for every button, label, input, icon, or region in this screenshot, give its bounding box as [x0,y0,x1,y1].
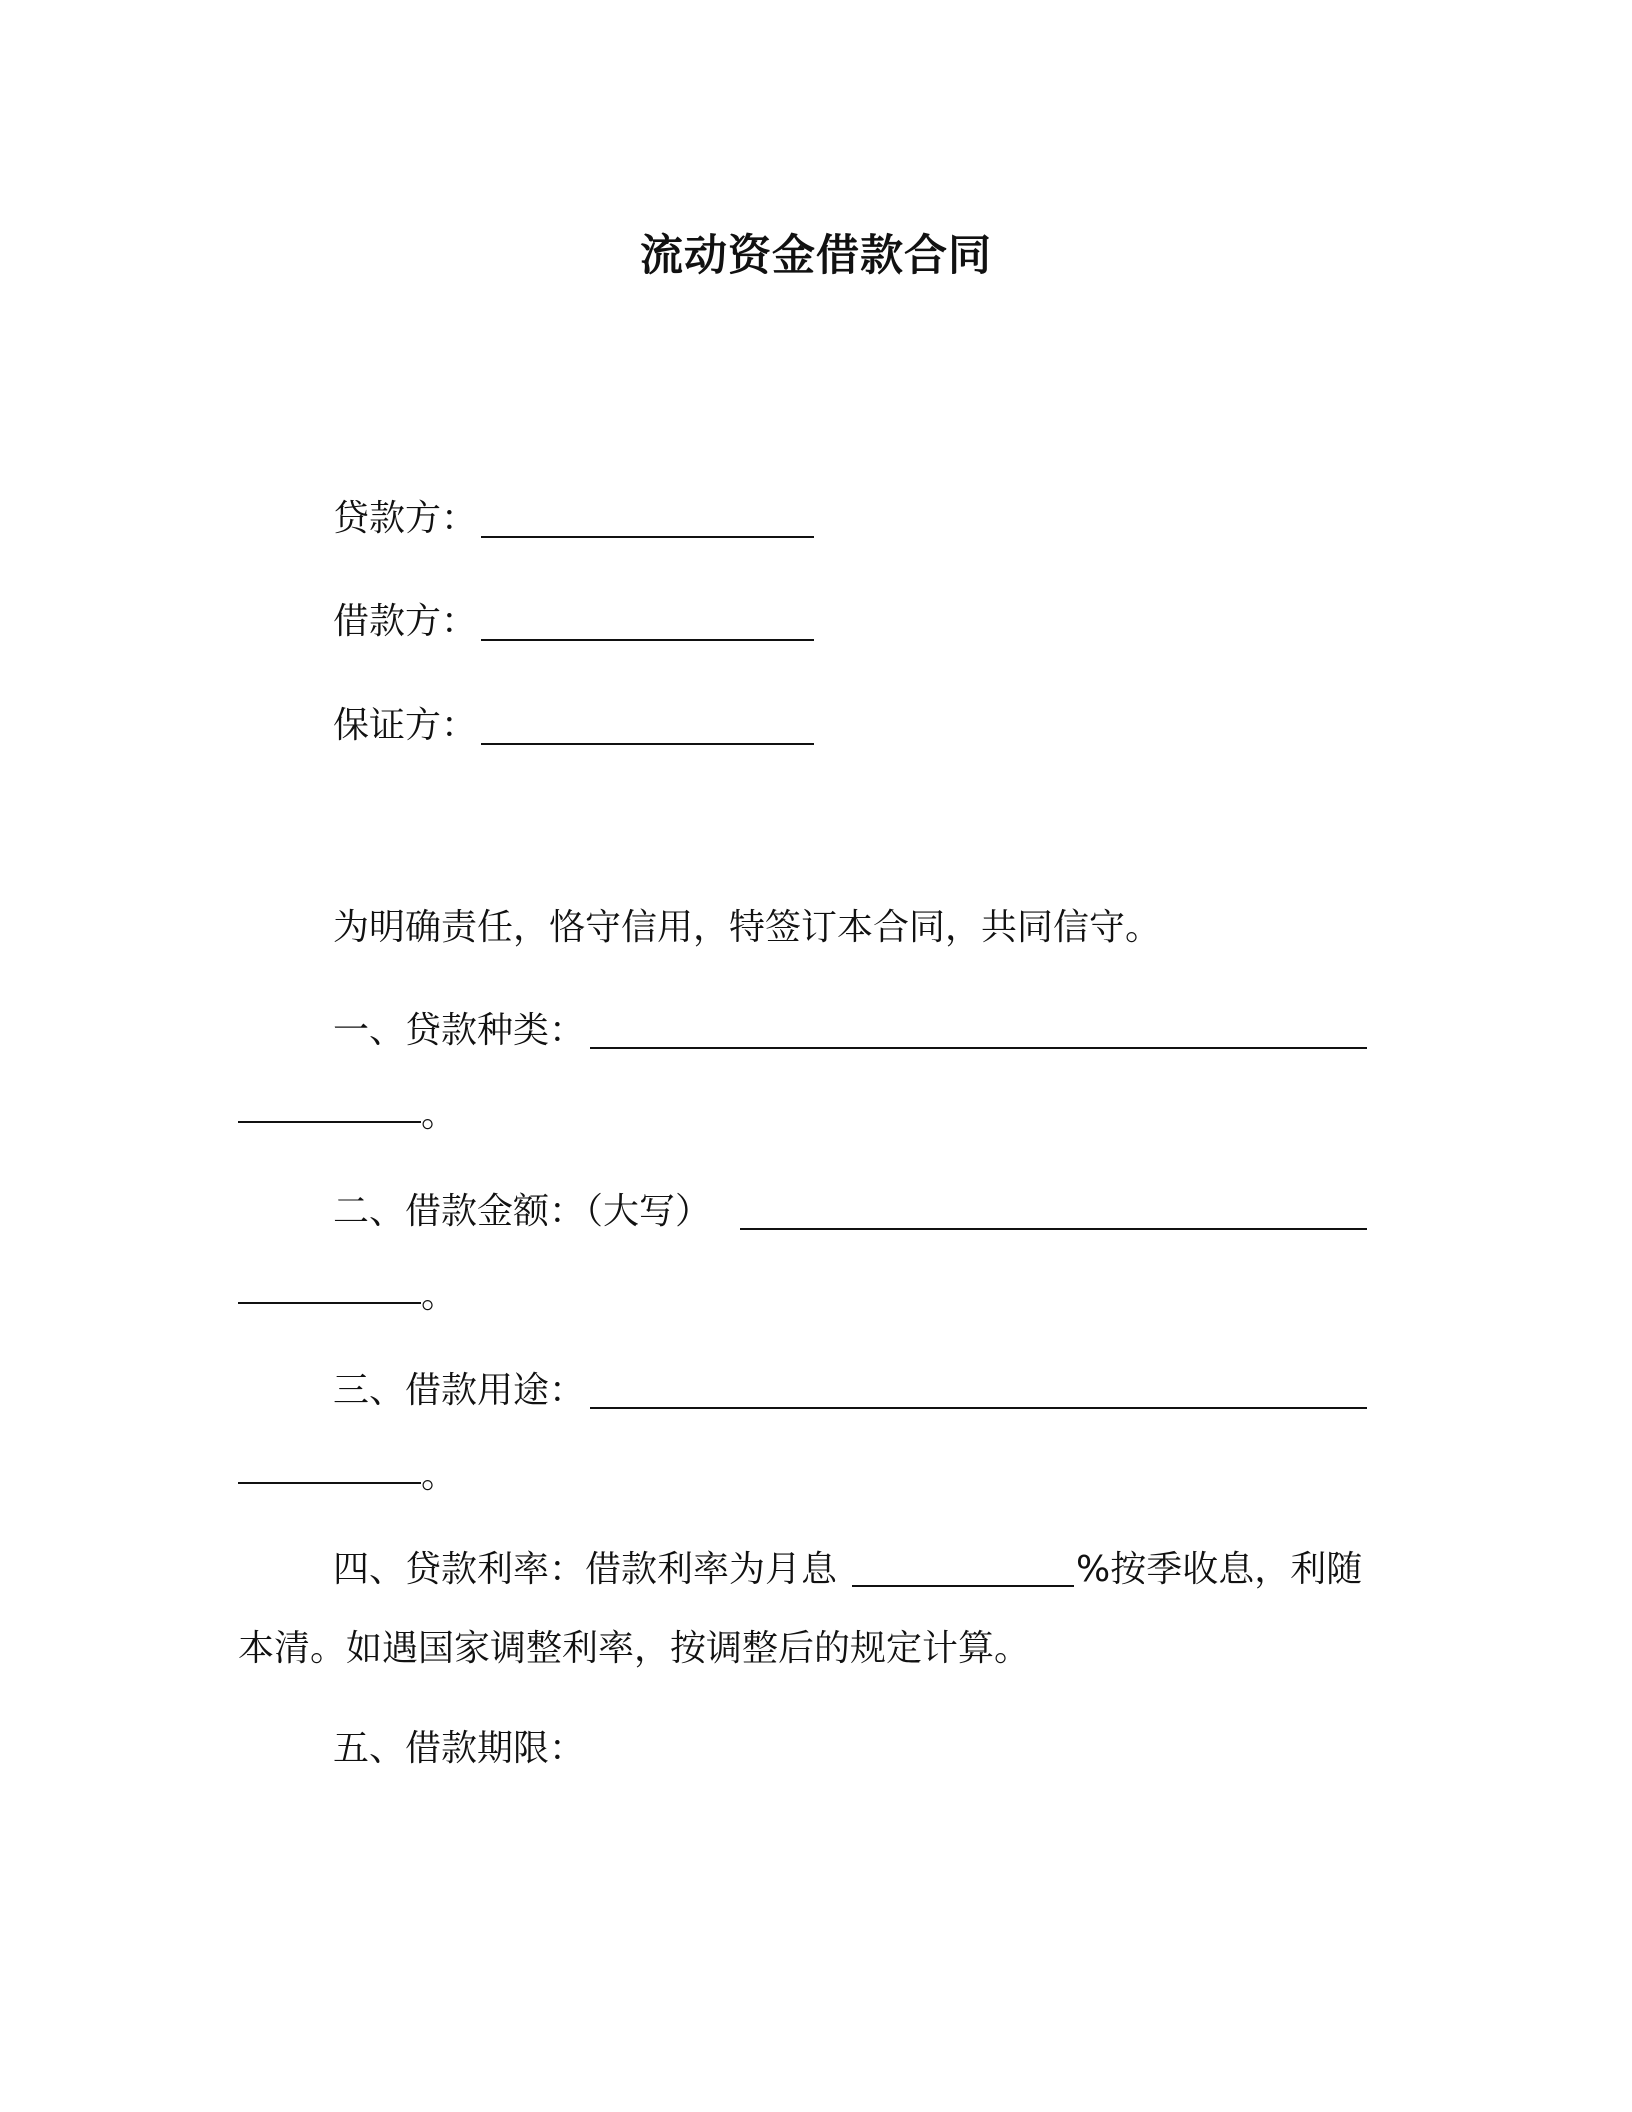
clause-2-blank-cont [238,1302,421,1304]
document-title: 流动资金借款合同 [640,231,992,281]
clause-2-label: 二、借款金额：（大写） [333,1191,712,1232]
clause-5-label: 五、借款期限： [333,1728,586,1769]
clause-3-label: 三、借款用途： [333,1370,586,1411]
guarantor-blank [481,743,814,745]
clause-1-label: 一、贷款种类： [333,1010,586,1051]
lender-blank [481,536,814,538]
borrower-blank [481,639,814,641]
preamble-text: 为明确责任，恪守信用，特签订本合同，共同信守。 [333,907,1162,948]
clause-2-blank [740,1228,1367,1230]
clause-3-blank-cont [238,1482,421,1484]
clause-1-blank-cont [238,1121,421,1123]
guarantor-label: 保证方： [333,705,478,746]
clause-4-suffix: %按季收息，利随 [1076,1549,1363,1590]
clause-4-prefix: 四、贷款利率：借款利率为月息 [333,1549,838,1590]
clause-3-end: 。 [421,1455,458,1496]
lender-label: 贷款方： [333,498,478,539]
clause-4-rate-blank [852,1585,1074,1587]
borrower-label: 借款方： [333,601,478,642]
clause-3-blank [590,1407,1367,1409]
clause-4-line2: 本清。如遇国家调整利率，按调整后的规定计算。 [238,1628,1031,1669]
clause-1-blank [590,1047,1367,1049]
clause-2-end: 。 [421,1275,458,1316]
clause-1-end: 。 [421,1094,458,1135]
